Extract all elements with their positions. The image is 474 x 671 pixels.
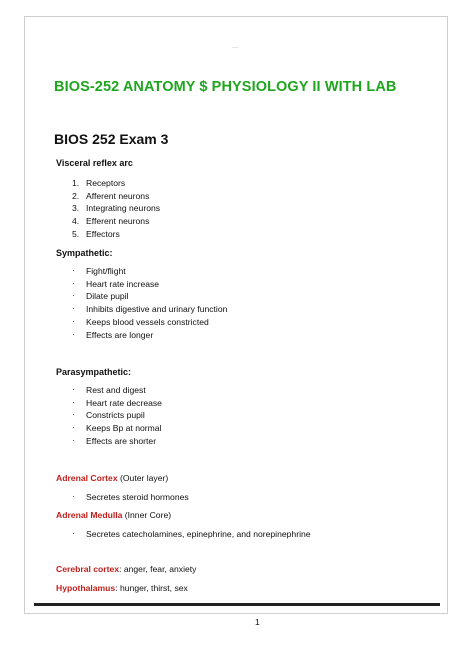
list-item-text: Effectors <box>86 228 120 239</box>
list-item-text: Dilate pupil <box>86 291 129 302</box>
list-item <box>72 303 227 316</box>
list-item-text: Fight/flight <box>86 266 126 276</box>
page-number: 1 <box>255 617 260 627</box>
list-number: 3. <box>72 203 80 214</box>
bullet-icon: · <box>72 423 75 433</box>
list-item <box>72 422 162 435</box>
hypothalamus-text: : hunger, thirst, sex <box>115 583 188 593</box>
list-item <box>72 316 227 329</box>
visceral-reflex-list <box>72 177 160 241</box>
bullet-icon: · <box>72 329 75 339</box>
bullet-icon: · <box>72 397 75 407</box>
exam-title: BIOS 252 Exam 3 <box>54 131 169 147</box>
list-item <box>72 409 162 422</box>
adrenal-cortex-heading <box>56 473 168 483</box>
footer-divider <box>34 603 440 606</box>
bullet-icon: · <box>72 291 75 301</box>
hypothalamus-line <box>56 583 188 593</box>
list-item <box>72 435 162 448</box>
list-item-text: Keeps blood vessels constricted <box>86 316 209 327</box>
bullet-icon: · <box>72 278 75 288</box>
cerebral-cortex-line <box>56 564 196 574</box>
list-number: 5. <box>72 228 80 239</box>
list-item <box>72 290 227 303</box>
list-item-text: Secretes steroid hormones <box>86 492 189 502</box>
bullet-icon: · <box>72 304 75 314</box>
header-mark: ----- <box>232 44 239 49</box>
bullet-icon: · <box>72 316 75 326</box>
list-number: 1. <box>72 178 80 188</box>
cerebral-cortex-label: Cerebral cortex <box>56 564 120 574</box>
list-item-text: Effects are shorter <box>86 435 157 446</box>
sympathetic-heading: Sympathetic: <box>56 248 113 258</box>
adrenal-medulla-list <box>72 528 311 541</box>
adrenal-cortex-note: (Outer layer) <box>117 473 169 483</box>
list-item <box>72 278 227 291</box>
list-item-text: Heart rate increase <box>86 278 160 289</box>
adrenal-cortex-list <box>72 491 189 504</box>
list-item-text: Effects are longer <box>86 329 154 340</box>
bullet-icon: · <box>72 435 75 445</box>
list-item-text: Receptors <box>86 178 126 188</box>
document-title: BIOS-252 ANATOMY $ PHYSIOLOGY II WITH LAB <box>54 79 397 95</box>
parasympathetic-list <box>72 384 162 448</box>
list-item-text: Afferent neurons <box>86 190 150 201</box>
list-item-text: Constricts pupil <box>86 410 145 421</box>
list-item-text: Heart rate decrease <box>86 397 162 408</box>
list-item <box>72 528 311 541</box>
cerebral-cortex-text: : anger, fear, anxiety <box>119 564 197 574</box>
list-item <box>72 177 160 190</box>
list-item <box>72 202 160 215</box>
adrenal-medulla-heading <box>56 510 171 520</box>
sympathetic-list <box>72 265 227 341</box>
list-item <box>72 397 162 410</box>
list-item <box>72 228 160 241</box>
list-item <box>72 265 227 278</box>
bullet-icon: · <box>72 410 75 420</box>
hypothalamus-label: Hypothalamus <box>56 583 116 593</box>
list-item <box>72 384 162 397</box>
visceral-reflex-heading: Visceral reflex arc <box>56 158 133 168</box>
list-item-text: Secretes catecholamines, epinephrine, and norepinephrine <box>86 529 311 539</box>
list-item-text: Keeps Bp at normal <box>86 423 162 434</box>
list-item <box>72 491 189 504</box>
adrenal-cortex-label: Adrenal Cortex <box>56 473 118 483</box>
adrenal-medulla-note: (Inner Core) <box>122 510 172 520</box>
list-item-text: Integrating neurons <box>86 203 161 214</box>
list-item-text: Rest and digest <box>86 385 146 395</box>
parasympathetic-heading: Parasympathetic: <box>56 367 132 377</box>
list-number: 2. <box>72 190 80 201</box>
bullet-icon: · <box>72 529 75 538</box>
list-item <box>72 190 160 203</box>
list-item <box>72 329 227 342</box>
list-item <box>72 215 160 228</box>
list-item-text: Efferent neurons <box>86 216 150 227</box>
list-item-text: Inhibits digestive and urinary function <box>86 304 228 315</box>
list-number: 4. <box>72 216 80 227</box>
adrenal-medulla-label: Adrenal Medulla <box>56 510 123 520</box>
bullet-icon: · <box>72 266 75 275</box>
bullet-icon: · <box>72 492 75 501</box>
bullet-icon: · <box>72 385 75 394</box>
